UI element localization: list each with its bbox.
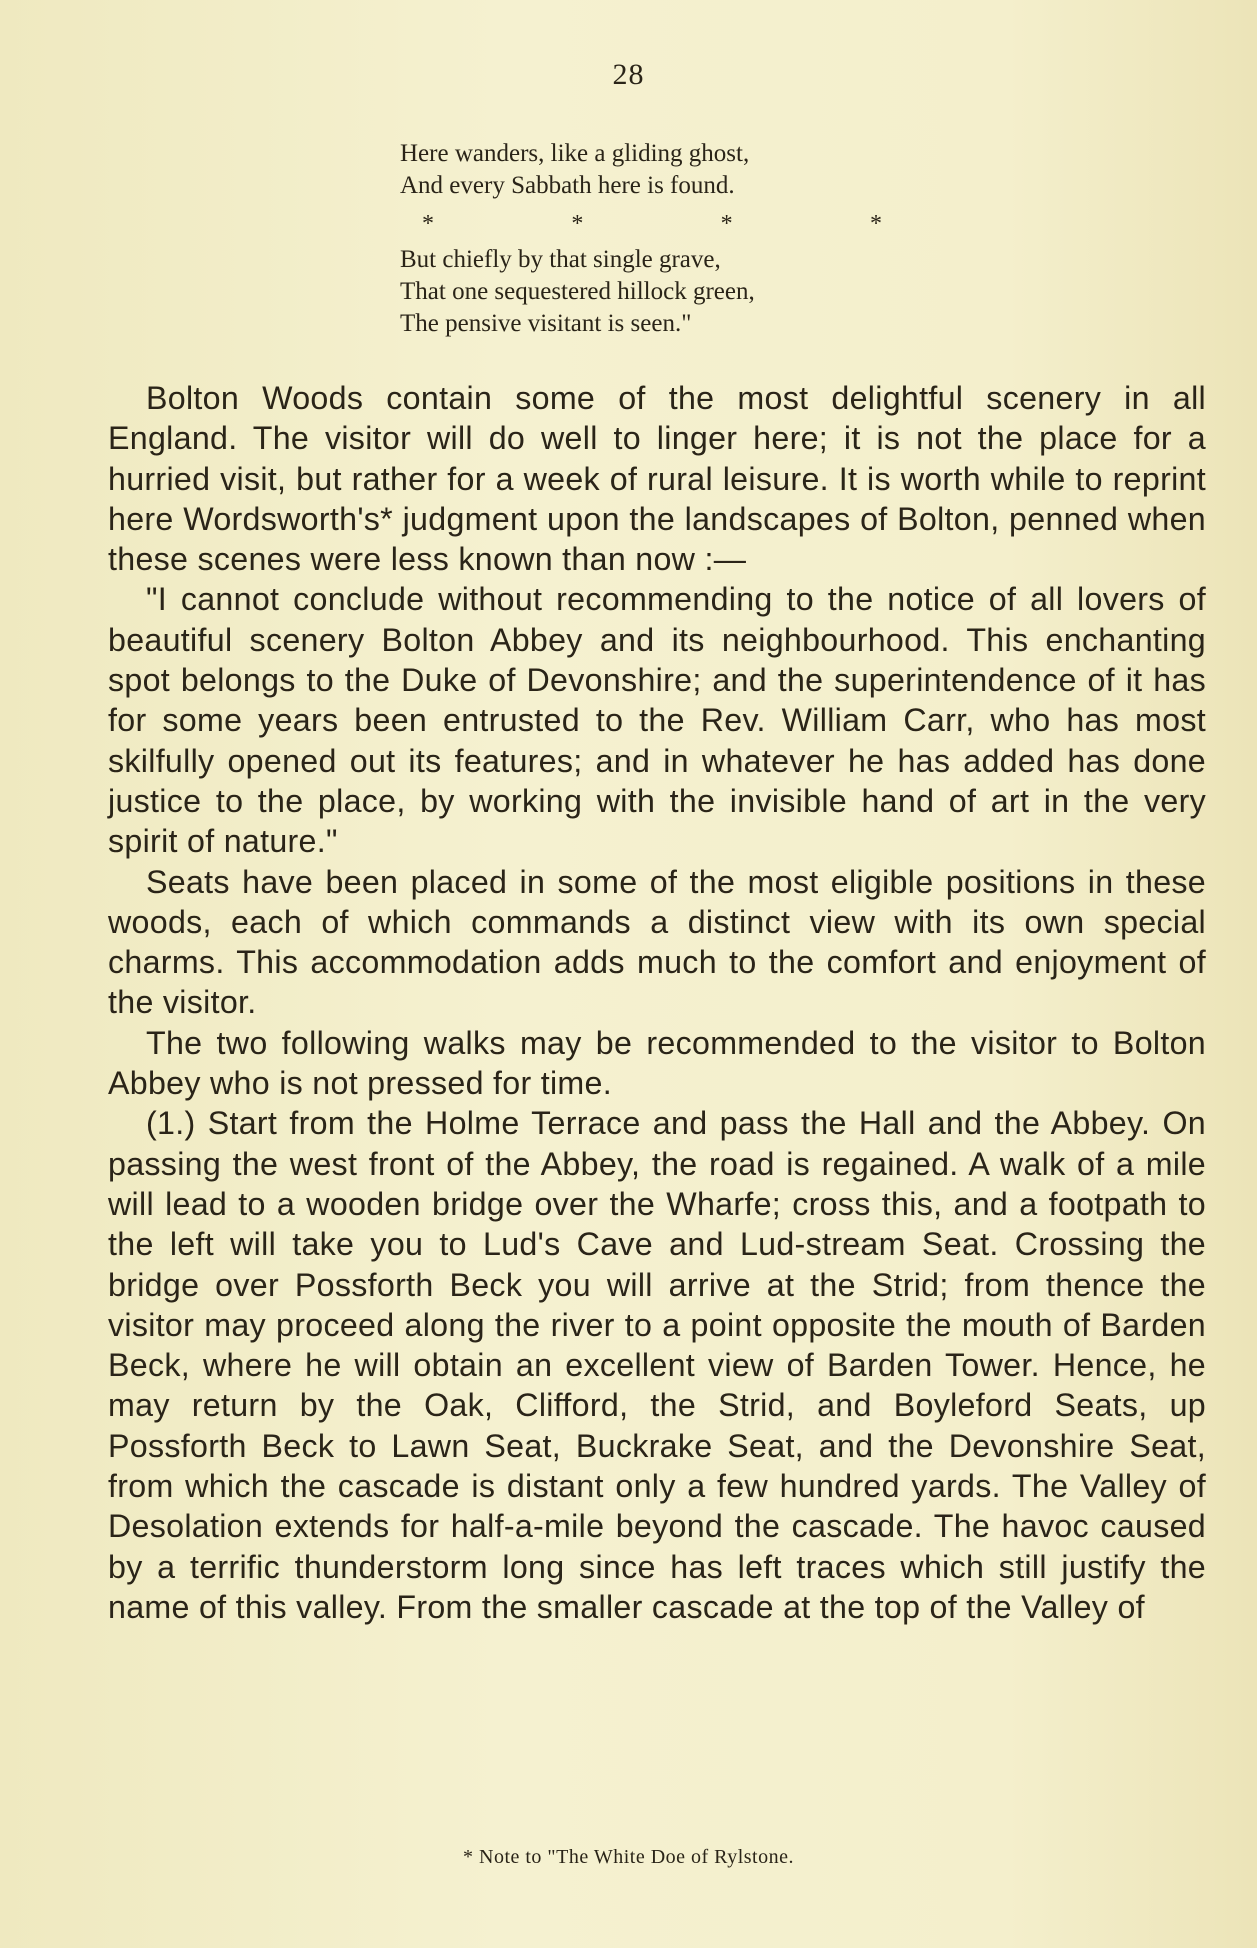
paragraph-walks-intro: The two following walks may be recommended to the visitor to Bolton Abbey who is not pressed for time.: [108, 1024, 1206, 1102]
poem-line: The pensive visitant is seen.": [400, 310, 692, 337]
paragraph-seats: Seats have been placed in some of the most eligible positions in these woods, each of which commands a distinct view with its own special charms. This accommodation adds much to the comfort and enjoyment of the visitor.: [108, 863, 1206, 1021]
paragraph-wordsworth-quote: "I cannot conclude without recommending to the notice of all lovers of beautiful scenery Bolton Abbey and its neighbourhood. This enchanting spot belongs to the Duke of Devonshire; and the superintendence of it has for some years been entrusted to the Rev. William Carr, who has most skilfully opened out its features; and in whatever he has added has done justice to the place, by working with the invisible hand of art in the very spirit of nature.": [108, 581, 1206, 860]
asterisk: *: [422, 211, 434, 237]
poem-line: That one sequestered hillock green,: [400, 278, 755, 305]
asterisk: *: [869, 211, 882, 237]
asterisk: *: [720, 211, 733, 237]
asterisk: *: [571, 211, 584, 237]
paragraph-walk-one: (1.) Start from the Holme Terrace and pass the Hall and the Abbey. On passing the west front of the Abbey, the road is regained. A walk of a mile will lead to a wooden bridge over the Wharfe; cross this, and a footpath to the left will take you to Lud's Cave and Lud-stream Seat. Crossing the bridge over Possforth Beck you will arrive at the Strid; from thence the visitor may proceed along the river to a point opposite the mouth of Barden Beck, where he will obtain an excellent view of Barden Tower. Hence, he may return by the Oak, Clifford, the Strid, and Boyleford Seats, up Possforth Beck to Lawn Seat, Buckrake Seat, and the Devonshire Seat, from which the cascade is distant only a few hundred yards. The Valley of Desolation extends for half-a-mile beyond the cascade. The havoc caused by a terrific thunderstorm long since has left traces which still justify the name of this valley. From the smaller cascade at the top of the Valley of: [108, 1105, 1206, 1625]
paragraph-bolton-woods: Bolton Woods contain some of the most delightful scenery in all England. The visitor will do well to linger here; it is not the place for a hurried visit, but rather for a week of rural leisure. It is worth while to reprint here Wordsworth's* judgment upon the landscapes of Bolton, penned when these scenes were less known than now :—: [108, 380, 1206, 578]
poem-quotation: [400, 138, 940, 340]
asterisk-separator: [422, 210, 882, 238]
footnote: * Note to "The White Doe of Rylstone.: [463, 1846, 794, 1868]
poem-line: Here wanders, like a gliding ghost,: [400, 140, 750, 167]
page-number: 28: [612, 58, 645, 91]
poem-line: And every Sabbath here is found.: [400, 172, 735, 199]
body-text: [108, 378, 1206, 1627]
poem-line: But chiefly by that single grave,: [400, 246, 721, 273]
